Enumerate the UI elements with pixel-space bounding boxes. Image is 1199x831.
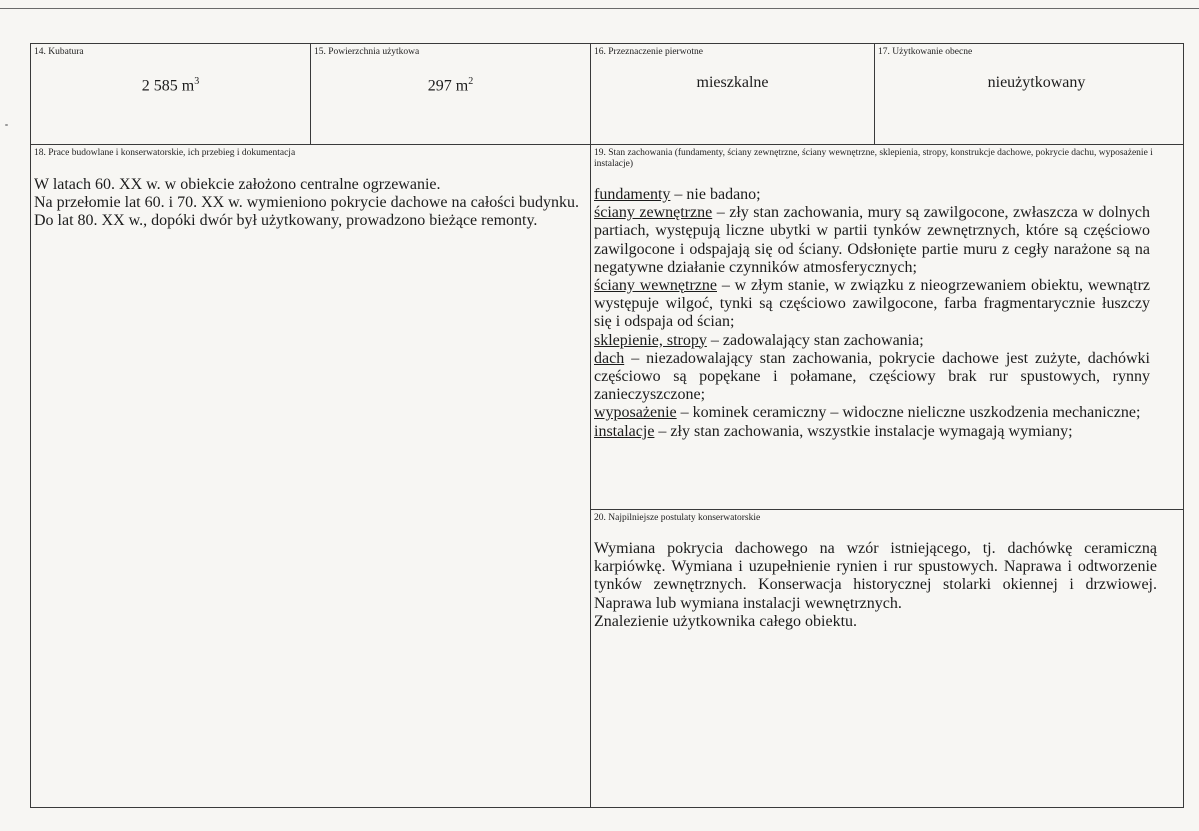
field-18-paragraph: W latach 60. XX w. w obiekcie założono centralne ogrzewanie. xyxy=(34,176,441,193)
condition-term: fundamenty xyxy=(594,186,671,203)
field-14-number: 2 585 m xyxy=(141,77,195,95)
field-18-paragraph: Do lat 80. XX w., dopóki dwór był użytkowany, prowadzono bieżące remonty. xyxy=(34,212,538,230)
condition-entry xyxy=(594,404,1150,422)
field-14-value xyxy=(31,76,310,95)
condition-term: ściany zewnętrzne xyxy=(594,204,713,222)
top-rule xyxy=(0,8,1199,9)
field-17-uzytkowanie xyxy=(875,44,1184,144)
condition-text: – zadowalający stan zachowania; xyxy=(706,331,924,349)
condition-entry xyxy=(594,423,1150,441)
field-15-value xyxy=(311,76,590,95)
field-14-unit-sup: 3 xyxy=(194,76,200,87)
condition-term: instalacje xyxy=(594,422,655,440)
condition-text: – zły stan zachowania, mury są zawilgocone, zwłaszcza w dolnych partiach, występują liczne ubytki w partii tynków zewnętrznych, które są częściowo zawilgocone i odspajają się od ściany. Odsłonięte partie muru z cegły narażone są na negatywne działanie czynników atmosferycznych; xyxy=(594,204,1150,276)
field-15-number: 297 m xyxy=(427,77,469,95)
field-20-paragraph: Wymiana pokrycia dachowego na wzór istniejącego, tj. dachówkę ceramiczną karpiówkę. Wymiana i uzupełnienie rynien i rur spustowych. Naprawa i odtworzenie tynków zewnętrznych. Konserwacja historycznej stolarki okiennej i drzwiowej. Naprawa lub wymiana instalacji wewnętrznych. xyxy=(594,540,1157,612)
condition-term: dach xyxy=(594,349,625,367)
condition-entry xyxy=(594,204,1150,277)
condition-text: – w złym stanie, w związku z nieogrzewaniem obiektu, wewnątrz występuje wilgoć, tynki są częściowo zawilgocone, farba fragmentarycznie łuszczy się i odspaja od ścian; xyxy=(594,277,1151,331)
field-19-label: 19. Stan zachowania (fundamenty, ściany zewnętrzne, ściany wewnętrzne, sklepienia, stropy, konstrukcje dachowe, pokrycie dachu, wyposażenie i instalacje) xyxy=(594,148,1153,169)
field-17-label: 17. Użytkowanie obecne xyxy=(878,47,973,57)
field-18-body xyxy=(34,176,582,231)
field-18-label: 18. Prace budowlane i konserwatorskie, ich przebieg i dokumentacja xyxy=(34,148,296,158)
condition-term: sklepienie, stropy xyxy=(594,331,707,349)
condition-entry xyxy=(594,332,1150,350)
field-18-paragraph: Na przełomie lat 60. i 70. XX w. wymieniono pokrycie dachowe na całości budynku. xyxy=(34,194,580,212)
field-19-stan xyxy=(591,145,1184,509)
field-16-value: mieszkalne xyxy=(696,74,769,91)
condition-entry xyxy=(594,277,1150,332)
scan-speck xyxy=(5,124,8,126)
condition-text: – nie badano; xyxy=(670,186,761,203)
field-17-value: nieużytkowany xyxy=(987,74,1086,91)
field-18-prace xyxy=(31,145,590,808)
condition-text: – zły stan zachowania, wszystkie instalacje wymagają wymiany; xyxy=(654,422,1073,440)
field-19-body xyxy=(594,186,1150,441)
field-15-label: 15. Powierzchnia użytkowa xyxy=(314,47,420,57)
field-16-label: 16. Przeznaczenie pierwotne xyxy=(594,47,703,57)
field-20-label: 20. Najpilniejsze postulaty konserwatorskie xyxy=(594,513,761,523)
condition-term: ściany wewnętrzne xyxy=(594,277,717,295)
condition-text: – niezadowalający stan zachowania, pokrycie dachowe jest zużyte, dachówki częściowo są popękane i połamane, częściowy brak rur spustowych, rynny zanieczyszczone; xyxy=(594,349,1150,404)
field-16-przeznaczenie xyxy=(591,44,874,144)
field-14-kubatura xyxy=(31,44,310,144)
field-15-unit-sup: 2 xyxy=(468,76,474,87)
condition-entry xyxy=(594,186,1150,204)
field-20-paragraph: Znalezienie użytkownika całego obiektu. xyxy=(594,612,858,630)
field-20-body xyxy=(594,540,1157,631)
condition-term: wyposażenie xyxy=(594,404,677,422)
condition-text: – kominek ceramiczny – widoczne nieliczne uszkodzenia mechaniczne; xyxy=(676,404,1141,422)
record-sheet xyxy=(30,43,1184,808)
field-15-powierzchnia xyxy=(311,44,590,144)
field-20-postulaty xyxy=(591,510,1184,808)
field-14-label: 14. Kubatura xyxy=(34,47,84,57)
condition-entry xyxy=(594,350,1150,405)
